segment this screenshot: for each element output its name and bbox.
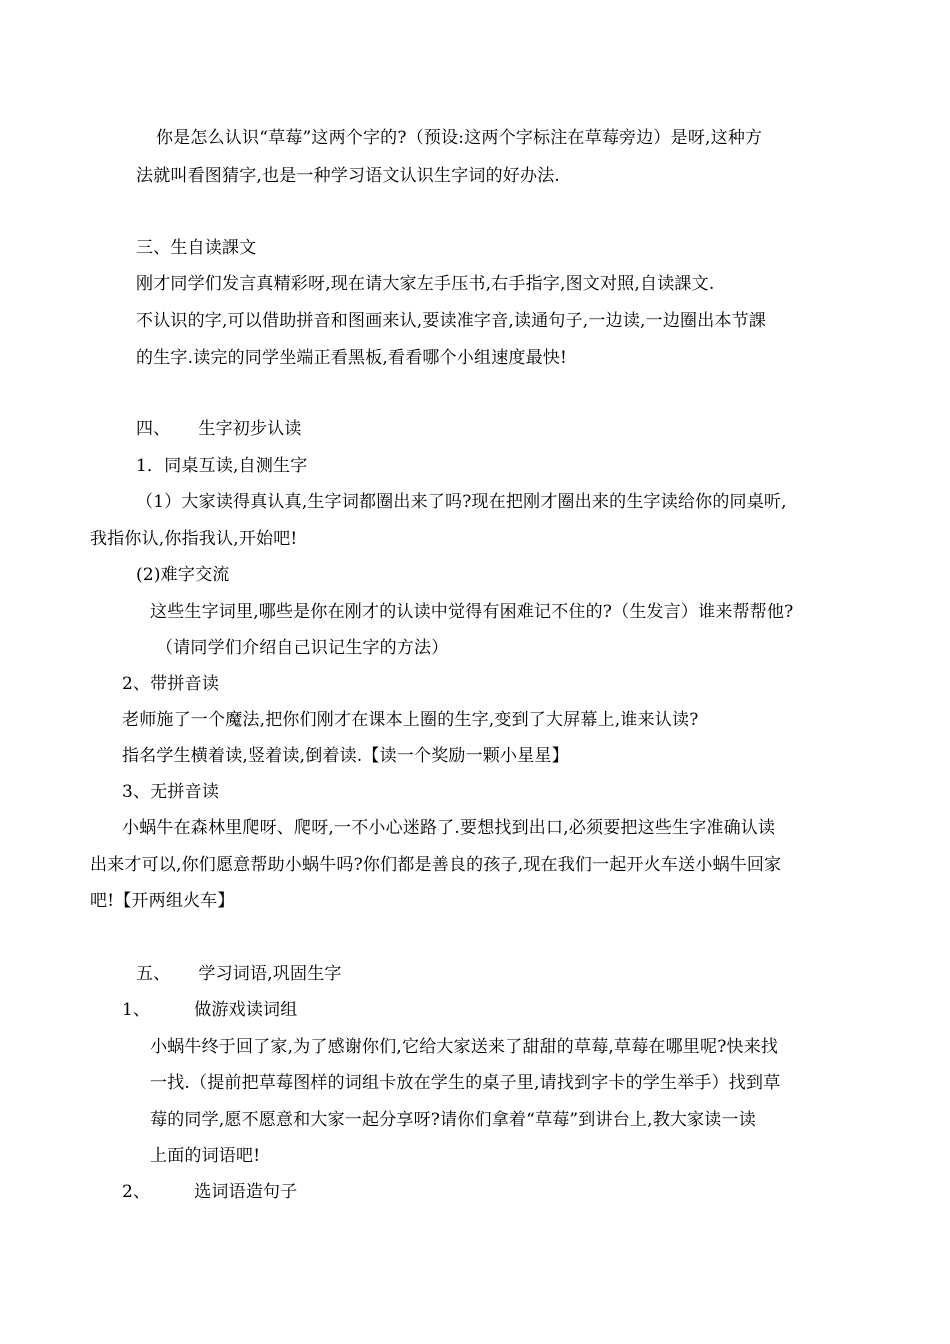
paragraph-line: 你是怎么认识“草莓”这两个字的?（预设:这两个字标注在草莓旁边）是呀,这种方 bbox=[156, 128, 763, 148]
paragraph-line: 法就叫看图猜字,也是一种学习语文认识生字词的好办法. bbox=[136, 166, 561, 186]
section-heading bbox=[136, 417, 302, 441]
item-title: 做游戏读词组 bbox=[194, 1000, 298, 1020]
paragraph-line: 不认识的字,可以借助拼音和图画来认,要读准字音,读通句子,一边读,一边圈出本节課 bbox=[136, 311, 767, 331]
paragraph-line: 莓的同学,愿不愿意和大家一起分享呀?请你们拿着“草莓”到讲台上,教大家读一读 bbox=[150, 1110, 756, 1130]
paragraph-line: 小蜗牛在森林里爬呀、爬呀,一不小心迷路了.要想找到出口,必须要把这些生字准确认读 bbox=[122, 818, 776, 838]
section-heading bbox=[136, 962, 342, 986]
paragraph-line: 吧!【开两组火车】 bbox=[90, 891, 235, 911]
subsection-heading: (2)难字交流 bbox=[136, 565, 230, 585]
item-title: 选词语造句子 bbox=[194, 1182, 298, 1202]
paragraph-line: 我指你认,你指我认,开始吧! bbox=[90, 529, 298, 549]
paragraph-line: 的生字.读完的同学坐端正看黑板,看看哪个小组速度最快! bbox=[136, 348, 568, 368]
paragraph-line: 指名学生横着读,竖着读,倒着读.【读一个奖励一颗小星星】 bbox=[122, 746, 569, 766]
paragraph-line: 一找.（提前把草莓图样的词组卡放在学生的桌子里,请找到字卡的学生举手）找到草 bbox=[150, 1073, 781, 1093]
paragraph-line: （1）大家读得真认真,生字词都圈出来了吗?现在把刚才圈出来的生字读给你的同桌听, bbox=[136, 492, 787, 512]
item-number: 2、 bbox=[122, 1182, 151, 1202]
section-title: 学习词语,巩固生字 bbox=[198, 964, 342, 984]
subsection-heading bbox=[122, 1180, 297, 1204]
section-number: 四、 bbox=[136, 419, 171, 439]
paragraph-line: （请同学们介绍自己识记生字的方法） bbox=[156, 638, 449, 658]
paragraph-line: 老师施了一个魔法,把你们刚才在课本上圈的生字,变到了大屏幕上,谁来认读? bbox=[122, 710, 699, 730]
subsection-heading: 1．同桌互读,自测生字 bbox=[136, 456, 308, 476]
section-title: 生字初步认读 bbox=[198, 419, 302, 439]
paragraph-line: 小蜗牛终于回了家,为了感谢你们,它给大家送来了甜甜的草莓,草莓在哪里呢?快来找 bbox=[150, 1037, 779, 1057]
subsection-heading: 3、无拼音读 bbox=[122, 782, 220, 802]
section-number: 五、 bbox=[136, 964, 171, 984]
item-number: 1、 bbox=[122, 1000, 151, 1020]
paragraph-line: 这些生字词里,哪些是你在刚才的认读中觉得有困难记不住的?（生发言）谁来帮帮他? bbox=[150, 602, 794, 622]
paragraph-line: 刚才同学们发言真精彩呀,现在请大家左手压书,右手指字,图文对照,自读課文. bbox=[136, 274, 715, 294]
paragraph-line: 上面的词语吧! bbox=[150, 1146, 261, 1166]
paragraph-line: 出来才可以,你们愿意帮助小蜗牛吗?你们都是善良的孩子,现在我们一起开火车送小蜗牛回家 bbox=[90, 855, 782, 875]
subsection-heading: 2、带拼音读 bbox=[122, 674, 220, 694]
subsection-heading bbox=[122, 998, 297, 1022]
section-heading: 三、生自读課文 bbox=[136, 238, 257, 258]
